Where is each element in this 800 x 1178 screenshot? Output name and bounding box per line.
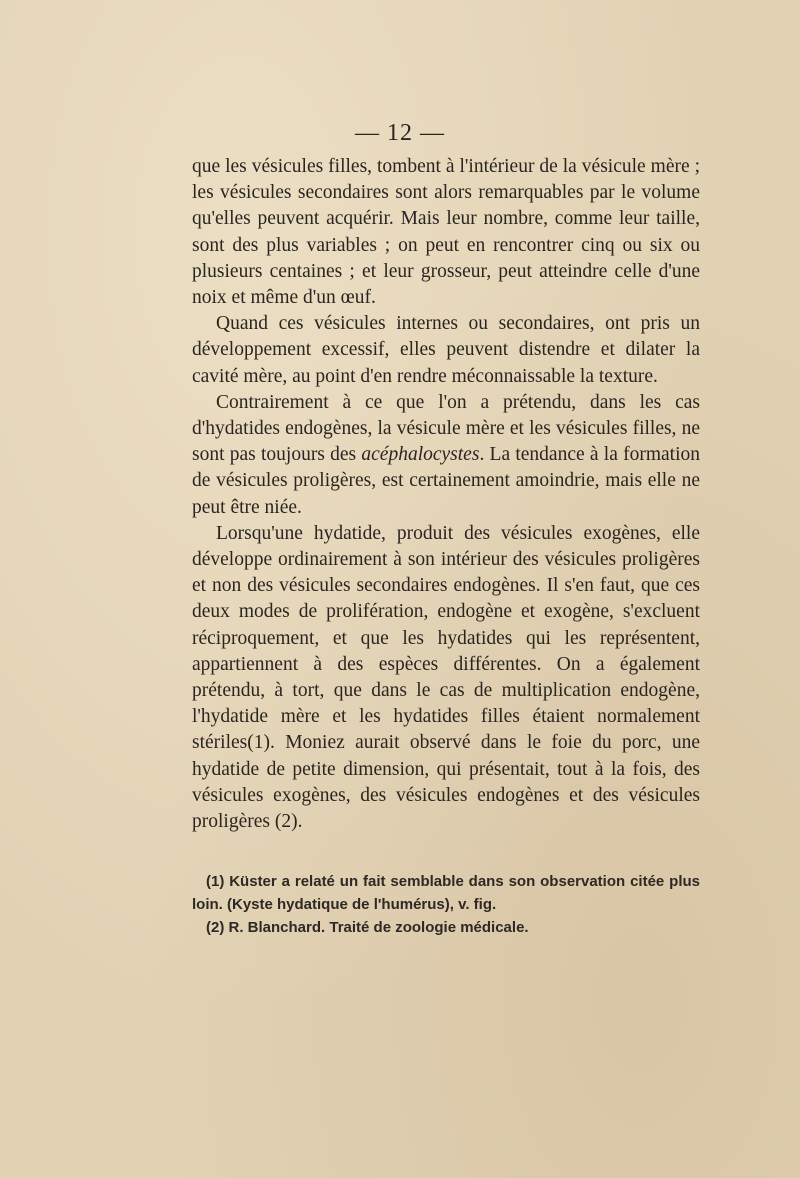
paragraph-4: Lorsqu'une hydatide, produit des vésicules exogènes, elle développe ordinairement à son intérieur des vésicules proligères et non des vésicules secondaires endogènes. Il s'en faut, que ces deux modes de prolifération, endogène et exogène, s'excluent réciproquement, et que les hydatides qui les représentent, appartiennent à des espèces différentes. On a également prétendu, à tort, que dans le cas de multiplication endogène, l'hydatide mère et les hydatides filles étaient normalement stériles(1). Moniez aurait observé dans le foie du porc, une hydatide de petite dimension, qui présentait, tout à la fois, des vésicules exogènes, des vésicules endogènes et des vésicules proligères (2). — [192, 522, 700, 833]
footnotes — [192, 870, 700, 939]
footnote-2: (2) R. Blanchard. Traité de zoologie médicale. — [206, 919, 529, 936]
paragraph-3-after: . La tendance à la formation de vésicules proligères, est certainement amoindrie, mais elle ne peut être niée. — [192, 444, 700, 518]
paragraph-3-before: Contrairement à ce que l'on a prétendu, dans les cas d'hydatides endogènes, la vésicule mère et les vésicules filles, ne sont pas toujours des — [192, 391, 700, 466]
paragraph-2: Quand ces vésicules internes ou secondaires, ont pris un développement excessif, elles peuvent distendre et dilater la cavité mère, au point d'en rendre méconnaissable la texture. — [192, 313, 700, 387]
page-number: — 12 — — [355, 120, 445, 146]
body-text — [192, 154, 700, 835]
paragraph-3 — [192, 390, 700, 521]
italic-term: acéphalocystes — [361, 444, 480, 466]
paragraph-1: que les vésicules filles, tombent à l'intérieur de la vésicule mère ; les vésicules secondaires sont alors remarquables par le volume qu'elles peuvent acquérir. Mais leur nombre, comme leur taille, sont des plus variables ; on peut en rencontrer cinq ou six ou plusieurs centaines ; et leur grosseur, peut atteindre celle d'une noix et même d'un œuf. — [192, 156, 700, 309]
footnote-1: (1) Küster a relaté un fait semblable dans son observation citée plus loin. (Kyste hydatique de l'humérus), v. fig. — [192, 873, 700, 913]
